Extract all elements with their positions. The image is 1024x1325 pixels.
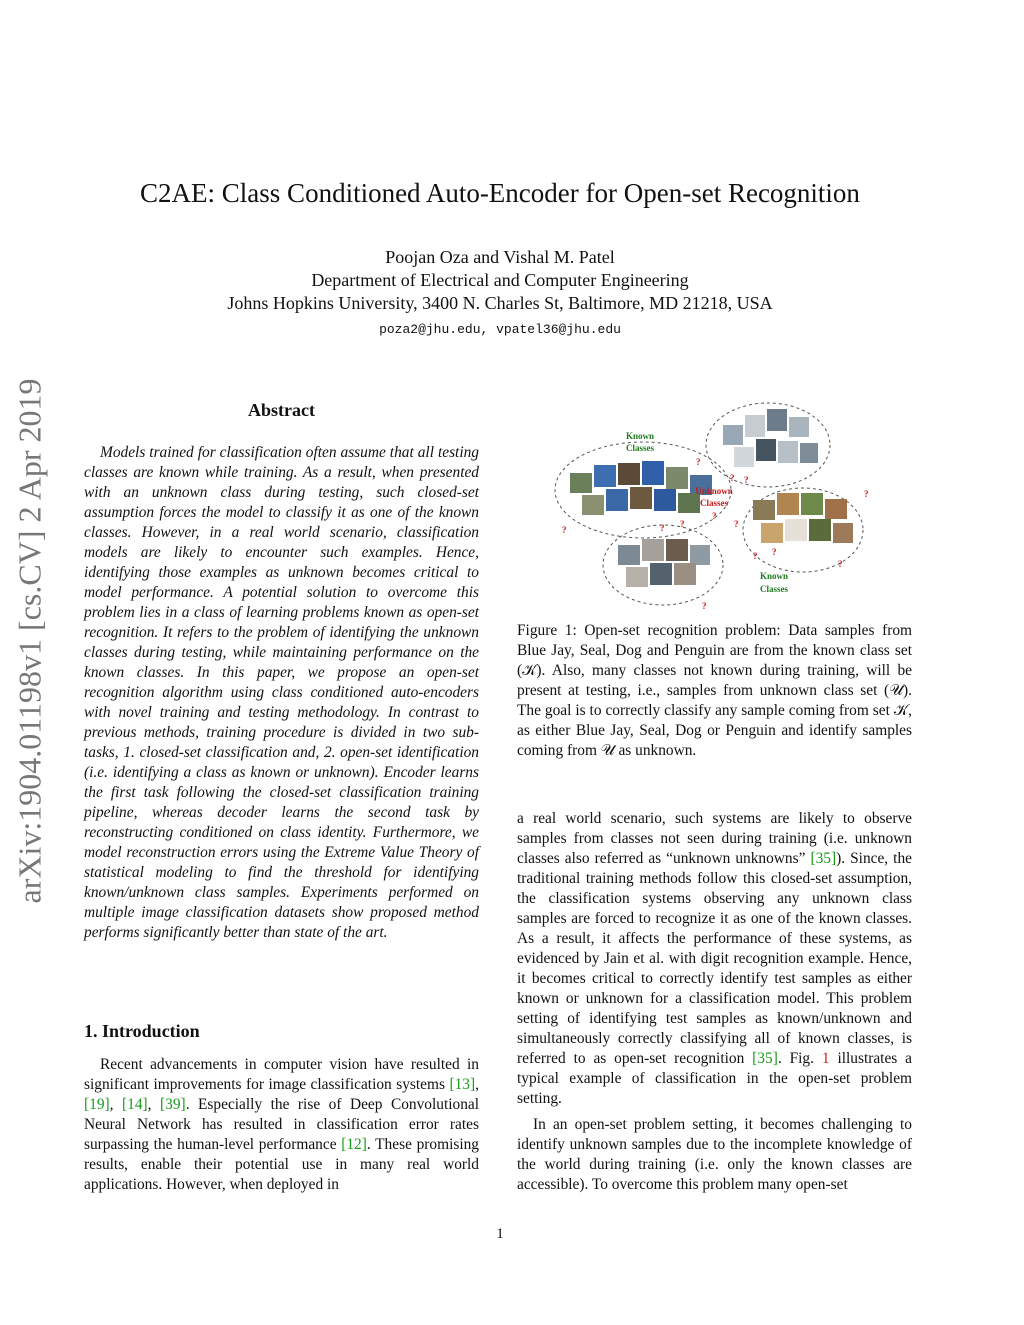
citation-19[interactable]: [19] [84, 1096, 110, 1113]
qmark: ? [562, 525, 567, 535]
qmark: ? [772, 547, 777, 557]
citation-12[interactable]: [12] [341, 1136, 367, 1153]
label-known-classes-1: Known [625, 431, 655, 441]
label-unknown-classes-b: Classes [699, 498, 729, 508]
affiliation-address: Johns Hopkins University, 3400 N. Charles St, Baltimore, MD 21218, USA [227, 293, 773, 313]
qmark: ? [660, 523, 665, 533]
bluejay-images [570, 461, 712, 515]
authors: Poojan Oza and Vishal M. Patel [385, 247, 615, 267]
intro-paragraph: Recent advancements in computer vision have resulted in significant improvements for image classification systems [13], [19], [14], [39]. Especially the rise of Deep Convolutional Neural Network has resulted in classification error rates surpassing the human-level performance [12]. These promising results, enable their potential use in many real world applications. However, when deployed in [84, 1056, 480, 1193]
qmark: ? [712, 511, 717, 521]
citation-35[interactable]: [35] [810, 850, 837, 867]
abstract-heading: Abstract [248, 400, 315, 420]
affiliation-dept: Department of Electrical and Computer Engineering [311, 270, 689, 290]
dog-images [753, 493, 853, 543]
qmark: ? [696, 457, 701, 467]
qmark: ? [864, 489, 869, 499]
right-paragraph-1 [517, 809, 912, 1109]
intro-text: . These promising results, enable their potential use in many real world applications. However, when deployed in [84, 1136, 480, 1193]
citation-13[interactable]: [13] [449, 1076, 476, 1093]
qmark: ? [702, 601, 707, 611]
body-text: a real world scenario, such systems are likely to observe samples from classes not seen during training (i.e. unknown classes also referred as “unknown unknowns” [517, 810, 912, 867]
section-heading-introduction: 1. Introduction [84, 1021, 200, 1041]
qmark: ? [680, 519, 685, 529]
citation-39[interactable]: [39] [160, 1096, 186, 1113]
abstract-text: Models trained for classification often assume that all testing classes are known while training. As a result, when presented with an unknown class during testing, such closed-set assumption forces the model to classify it as one of the known classes. However, in a real world scenario, classification models are likely to encounter such examples. Hence, identifying those examples as unknown becomes critical to model performance. A potential solution to overcome this problem lies in a class of learning problems known as open-set recognition. It refers to the problem of identifying the unknown classes during testing, while maintaining performance on the known classes. In this paper, we propose an open-set recognition algorithm using class conditioned auto-encoders with novel training and testing methodology. In contrast to previous methods, training procedure is divided in two sub-tasks, 1. closed-set classification and, 2. open-set identification (i.e. identifying a class as known or unknown). Encoder learns the first task following the closed-set classification training pipeline, whereas decoder learns the second task by reconstructing conditioned on class identity. Furthermore, we model reconstruction errors using the Extreme Value Theory of statistical modeling to find the threshold for identifying known/unknown class samples. Experiments performed on multiple image classification datasets show proposed method performs significantly better than state of the art. [84, 444, 479, 941]
qmark: ? [753, 551, 758, 561]
page-number: 1 [496, 1226, 504, 1242]
qmark: ? [744, 475, 749, 485]
penguin-images [723, 409, 818, 467]
seal-images [618, 539, 710, 587]
label-known-classes-2b: Classes [759, 584, 789, 594]
arxiv-stamp: arXiv:1904.01198v1 [cs.CV] 2 Apr 2019 [11, 378, 48, 904]
figure-1-link[interactable]: 1 [821, 1050, 830, 1067]
label-unknown-classes: Unknown [695, 486, 733, 496]
qmark: ? [734, 519, 739, 529]
label-known-classes-2: Known [759, 571, 789, 581]
paper-title: C2AE: Class Conditioned Auto-Encoder for Open-set Recognition [140, 178, 860, 208]
qmark: ? [838, 559, 843, 569]
label-known-classes-1b: Classes [625, 443, 655, 453]
body-text: . Fig. [777, 1050, 822, 1067]
author-emails: poza2@jhu.edu, vpatel36@jhu.edu [379, 322, 621, 337]
body-text: ). Since, the traditional training methods follow this closed-set assumption, the classification systems observing any unknown class samples are forced to recognize it as one of the known classes. As a result, it affects the performance of these systems, as evidenced by Jain et al. with digit recognition example. Hence, it becomes critical to correctly identify test samples as either known or unknown for a classification model. This problem setting of identifying test samples as known/unknown and simultaneously correctly classifying all of known classes, is referred to as open-set recognition [517, 850, 912, 1067]
qmark: ? [730, 473, 735, 483]
figure-1-diagram [548, 395, 908, 615]
citation-14[interactable]: [14] [122, 1096, 148, 1113]
citation-35b[interactable]: [35] [752, 1050, 778, 1067]
body-text: illustrates a typical example of classification in the open-set problem setting. [517, 1050, 913, 1107]
intro-text: . Especially the rise of Deep Convolutional Neural Network has resulted in classification error rates surpassing the human-level performance [84, 1096, 480, 1153]
right-paragraph-2: In an open-set problem setting, it becomes challenging to identify unknown samples due to the incomplete knowledge of the world during training (i.e. only the known classes are accessible). To overcome this problem many open-set [517, 1116, 912, 1193]
intro-text: Recent advancements in computer vision have resulted in significant improvements for image classification systems [84, 1056, 479, 1093]
figure-1-caption: Figure 1: Open-set recognition problem: Data samples from Blue Jay, Seal, Dog and Penguin are from the known class set (𝒦). Also, many classes not known during training, will be present at testing, i.e., samples from unknown class set (𝒰). The goal is to correctly classify any sample coming from set 𝒦, as either Blue Jay, Seal, Dog or Penguin and identify samples coming from 𝒰 as unknown. [517, 622, 912, 759]
author-block [0, 246, 1000, 315]
